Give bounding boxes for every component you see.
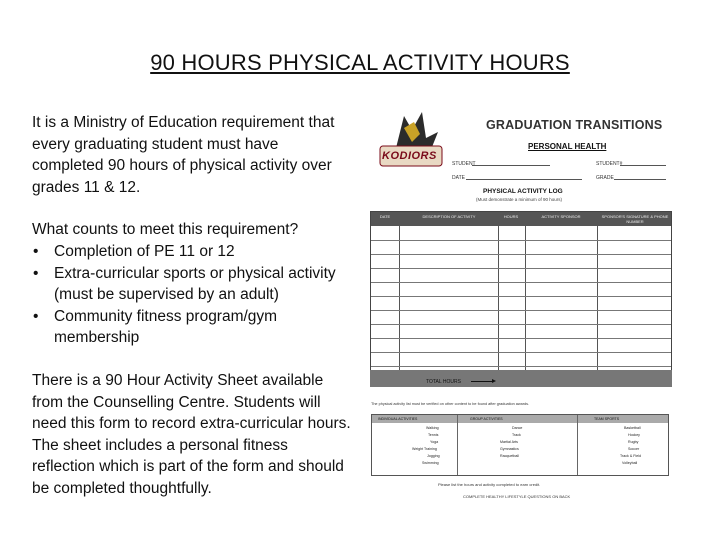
column-header: SPONSOR'S SIGNATURE & PHONE NUMBER — [601, 214, 669, 224]
list-item: • Community fitness program/gym membership — [32, 306, 352, 349]
table-cell: Volleyball — [622, 461, 638, 465]
table-cell: Jogging — [427, 454, 440, 458]
activity-examples-table — [371, 414, 669, 476]
field-line — [472, 165, 550, 166]
column-header: HOURS — [503, 214, 519, 219]
log-subtitle: (Must demonstrate a minimum of 90 hours) — [476, 197, 563, 202]
table-cell: Tennis — [428, 433, 439, 437]
table-cell: Basketball — [624, 426, 641, 430]
table-row — [371, 338, 671, 339]
column-divider — [597, 212, 598, 386]
slide-body — [32, 112, 352, 500]
list-item: • Completion of PE 11 or 12 — [32, 241, 352, 263]
arrow-right-icon — [471, 381, 493, 382]
field-label: DATE — [452, 175, 465, 181]
column-header: DESCRIPTION OF ACTIVITY — [422, 214, 476, 219]
table-row — [371, 296, 671, 297]
table-cell: Racquetball — [500, 454, 519, 458]
field-line — [466, 179, 582, 180]
table-cell: Rugby — [628, 440, 639, 444]
total-row — [370, 370, 672, 387]
table-row — [371, 268, 671, 269]
activity-log-table — [370, 211, 672, 387]
table-cell: Swimming — [422, 461, 439, 465]
form-note: The physical activity list must be verified on other content to be found after graduation awards. — [371, 402, 530, 406]
table-row — [371, 324, 671, 325]
field-label: GRADE — [596, 175, 614, 181]
field-label: STUDENT — [452, 161, 476, 167]
closing-paragraph: There is a 90 Hour Activity Sheet available from the Counselling Centre. Students will need this form to record extra-curricular hours. The sheet includes a personal fitness reflection which is part of the form and should be completed thoughtfully. — [32, 371, 351, 497]
form-footer-note: Please list the hours and activity completed to earn credit. — [438, 482, 541, 487]
column-header: INDIVIDUAL ACTIVITIES — [378, 417, 418, 421]
column-header: ACTIVITY SPONSOR — [541, 214, 581, 219]
column-header: TEAM SPORTS — [594, 417, 620, 421]
total-label: TOTAL HOURS — [426, 379, 461, 385]
requirement-list — [32, 241, 352, 349]
table-cell: Dance — [512, 426, 523, 430]
form-heading: GRADUATION TRANSITIONS — [486, 118, 663, 132]
table-cell: Gymnastics — [500, 447, 519, 451]
table-row — [371, 352, 671, 353]
list-item: • Extra-curricular sports or physical activity (must be supervised by an adult) — [32, 263, 352, 306]
table-cell: Soccer — [628, 447, 640, 451]
field-label: STUDENT# — [596, 161, 623, 167]
table-cell: Track — [512, 433, 521, 437]
table-row — [371, 366, 671, 367]
activity-log-form-image — [368, 104, 674, 506]
table-cell: Hockey — [628, 433, 640, 437]
field-line — [620, 165, 666, 166]
field-line — [614, 179, 666, 180]
slide-title: 90 HOURS PHYSICAL ACTIVITY HOURS — [150, 50, 570, 75]
school-logo-icon — [376, 108, 446, 174]
logo-wordmark: KODIORS — [382, 150, 437, 162]
column-divider — [525, 212, 526, 386]
table-cell: Walking — [426, 426, 439, 430]
table-cell: Weight Training — [412, 447, 437, 451]
question-text: What counts to meet this requirement? — [32, 221, 299, 239]
log-title: PHYSICAL ACTIVITY LOG — [483, 188, 563, 195]
column-divider — [457, 415, 458, 475]
column-divider — [577, 415, 578, 475]
table-cell: Martial Arts — [500, 440, 518, 444]
form-subheading: PERSONAL HEALTH — [528, 142, 607, 151]
column-divider — [399, 212, 400, 386]
intro-paragraph: It is a Ministry of Education requirement that every graduating student must have completed 90 hours of physical activity over grades 11 & 12. — [32, 114, 335, 196]
column-divider — [498, 212, 499, 386]
table-cell: Yoga — [430, 440, 439, 444]
table-row — [371, 310, 671, 311]
column-header: DATE — [379, 214, 391, 219]
table-row — [371, 254, 671, 255]
table-cell: Track & Field — [620, 454, 642, 458]
table-row — [371, 282, 671, 283]
form-footer-instruction: COMPLETE HEALTHY LIFESTYLE QUESTIONS ON BACK — [463, 494, 571, 499]
column-header: GROUP ACTIVITIES — [470, 417, 503, 421]
table-row — [371, 240, 671, 241]
